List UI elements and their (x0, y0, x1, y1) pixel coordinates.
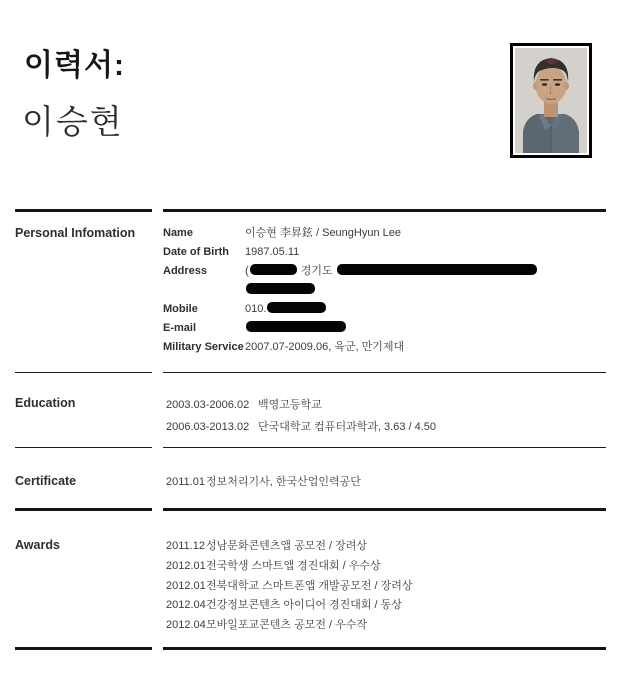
applicant-name: 이승현 (22, 103, 124, 140)
awards-heading: Awards (15, 538, 60, 552)
field-label: Name (163, 227, 193, 239)
certificate-rows (163, 447, 606, 508)
entry-period: 2003.03-2006.02 (166, 399, 250, 411)
education-heading: Education (15, 396, 76, 410)
certificate-heading: Certificate (15, 474, 77, 488)
entry-detail: 단국대학교 컴퓨터과학과, 3.63 / 4.50 (258, 421, 437, 433)
field-row (163, 300, 606, 319)
entry-row (163, 473, 606, 492)
column-gap (152, 508, 163, 647)
awards-rows (163, 508, 606, 647)
field-value: 2007.07-2009.06, 육군, 만기제대 (245, 341, 405, 353)
field-row (163, 319, 606, 338)
entry-detail: 모바일포교콘텐츠 공모전 / 우수작 (206, 619, 367, 632)
field-row (163, 262, 606, 300)
field-label: E-mail (163, 322, 197, 334)
entry-detail: 전북대학교 스마트폰앱 개발공모전 / 장려상 (206, 579, 413, 592)
field-label: Date of Birth (163, 246, 229, 258)
field-value: ( 경기도 (245, 262, 606, 300)
column-gap (152, 447, 163, 508)
entry-row (163, 557, 606, 577)
entry-detail: 백영고등학교 (258, 399, 322, 411)
field-label: Military Service (163, 341, 244, 353)
education-rows (163, 372, 606, 447)
entry-period: 2012.04 (166, 599, 206, 612)
personal-information-heading: Personal Infomation (15, 226, 136, 240)
column-gap (152, 209, 163, 372)
field-row (163, 243, 606, 262)
entry-row (163, 616, 606, 636)
id-photo-image (515, 48, 587, 153)
entry-period: 2011.12 (166, 540, 205, 552)
entry-detail: 전국학생 스마트앱 경진대회 / 우수상 (206, 559, 381, 572)
entry-row (163, 577, 606, 597)
field-label: Mobile (163, 303, 198, 315)
entry-period: 2011.01 (166, 476, 205, 488)
entry-row (163, 394, 606, 416)
section-awards (15, 508, 606, 647)
column-gap (152, 372, 163, 447)
field-value: 1987.05.11 (245, 246, 300, 258)
field-row (163, 338, 606, 357)
entry-row (163, 416, 606, 438)
resume-sections (15, 209, 606, 650)
entry-row (163, 537, 606, 557)
section-certificate (15, 447, 606, 508)
redaction-bar (246, 321, 346, 332)
redaction-bar (246, 283, 315, 294)
entry-detail: 정보처리기사, 한국산업인력공단 (206, 476, 361, 488)
entry-period: 2012.01 (166, 559, 206, 572)
section-education (15, 372, 606, 447)
entry-detail: 건강정보콘텐츠 아이디어 경진대회 / 동상 (206, 599, 402, 612)
entry-period: 2006.03-2013.02 (166, 421, 250, 433)
field-value (245, 319, 606, 338)
id-photo (510, 43, 592, 158)
page-title: 이력서: (24, 49, 125, 82)
bottom-rule (15, 647, 606, 650)
redaction-bar (250, 264, 297, 275)
field-value: 이승현 李昇鉉 / SeungHyun Lee (245, 227, 401, 239)
field-value: 010. (245, 300, 606, 319)
redaction-bar (267, 302, 326, 313)
redaction-bar (337, 264, 537, 275)
entry-period: 2012.04 (166, 619, 206, 632)
personal-fields (163, 209, 606, 372)
entry-row (163, 596, 606, 616)
field-label: Address (163, 265, 208, 277)
entry-detail: 성남문화콘텐츠앱 공모전 / 장려상 (206, 540, 367, 552)
field-row (163, 224, 606, 243)
entry-period: 2012.01 (166, 579, 206, 592)
section-personal-information (15, 209, 606, 372)
